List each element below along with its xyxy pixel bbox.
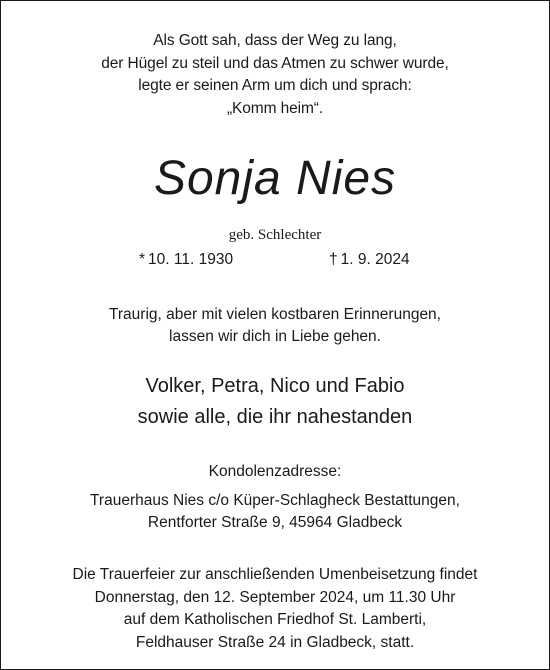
poem-line: der Hügel zu steil und das Atmen zu schwer wurde, <box>101 54 449 72</box>
farewell-line: lassen wir dich in Liebe gehen. <box>169 328 381 345</box>
birth-date: 10. 11. 1930 <box>148 251 234 268</box>
death-date: 1. 9. 2024 <box>340 251 410 268</box>
ceremony-line: Feldhauser Straße 24 in Gladbeck, statt. <box>135 633 415 651</box>
death-cross-symbol: † <box>329 251 338 268</box>
birth-star-symbol: * <box>139 251 146 268</box>
farewell-line: Traurig, aber mit vielen kostbaren Erinnerungen, <box>109 306 441 323</box>
poem-line: „Komm heim“. <box>226 99 324 117</box>
ceremony-line: Donnerstag, den 12. September 2024, um 11.30 Uhr <box>94 588 456 606</box>
condolence-address <box>1 490 549 534</box>
ceremony-line: auf dem Katholischen Friedhof St. Lamberti, <box>123 611 427 628</box>
poem-line: Als Gott sah, dass der Weg zu lang, <box>153 32 397 49</box>
poem-line: legte er seinen Arm um dich und sprach: <box>138 77 412 94</box>
ceremony-info <box>1 564 549 654</box>
mourners-line: sowie alle, die ihr nahestanden <box>137 406 413 428</box>
farewell-text <box>1 304 549 348</box>
poem <box>1 30 549 120</box>
address-line: Trauerhaus Nies c/o Küper-Schlagheck Bestattungen, <box>90 492 460 509</box>
mourners-line: Volker, Petra, Nico und Fabio <box>145 375 405 397</box>
deceased-name: Sonja Nies <box>153 152 397 205</box>
address-line: Rentforter Straße 9, 45964 Gladbeck <box>147 514 403 531</box>
birth-date-group <box>139 250 233 270</box>
condolence-label: Kondolenzadresse: <box>208 463 342 480</box>
birth-name: geb. Schlechter <box>228 227 322 243</box>
mourners <box>1 371 549 433</box>
ceremony-line: Die Trauerfeier zur anschließenden Umenbeisetzung findet <box>72 566 478 583</box>
death-date-group <box>329 250 410 270</box>
life-dates <box>1 250 549 270</box>
